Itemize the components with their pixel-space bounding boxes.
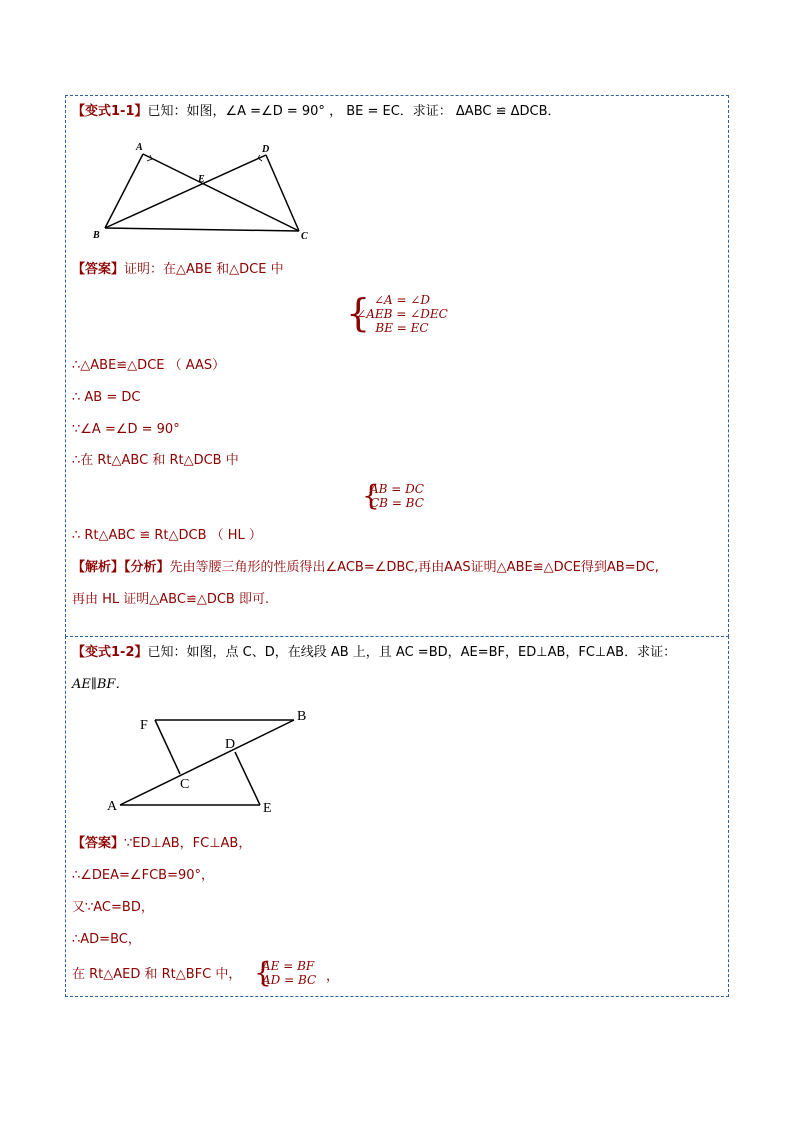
- answer-1-line-5: ∴ Rt△ABC ≌ Rt△DCB （ HL ）: [72, 528, 262, 543]
- label-F: F: [140, 718, 148, 733]
- label-A2: A: [107, 799, 118, 814]
- figure-2: [100, 702, 320, 818]
- answer-2-line-3: 又∵AC=BD，: [72, 900, 154, 915]
- problem-2-statement: [72, 645, 676, 661]
- equation-system-3: [254, 957, 326, 991]
- label-D2: D: [225, 737, 236, 752]
- problem-1-tag: 【变式1-1】: [72, 104, 148, 119]
- answer-1-line-2: ∴ AB = DC: [72, 390, 141, 405]
- label-C: C: [301, 231, 308, 242]
- answer-1-line-1: ∴△ABE≌△DCE （ AAS）: [72, 358, 226, 373]
- brace-2: {: [362, 479, 380, 512]
- problem-1-statement: [72, 104, 561, 120]
- figure-1: [88, 138, 320, 246]
- sys2-eq2: CB = BC: [370, 496, 424, 510]
- analysis-1-line-1: [72, 560, 659, 576]
- label-D: D: [262, 144, 270, 155]
- answer-2-line-5-suffix: ，: [326, 969, 340, 984]
- answer-2-line-1: [72, 836, 251, 852]
- sys1-eq2: ∠AEB = ∠DEC: [356, 307, 448, 321]
- sys3-eq2: AD = BC: [262, 973, 317, 987]
- answer-1-line-4: ∴在 Rt△ABC 和 Rt△DCB 中: [72, 453, 239, 468]
- sys3-eq1: AE = BF: [262, 959, 315, 973]
- brace-3: {: [254, 956, 272, 989]
- sys2-eq1: AB = DC: [370, 482, 424, 496]
- answer-2-line-5-prefix: 在 Rt△AED 和 Rt△BFC 中，: [72, 967, 242, 982]
- answer-1-tag: 【答案】: [72, 262, 125, 277]
- answer-2-line-2: ∴∠DEA=∠FCB=90°，: [72, 868, 214, 883]
- problem-2-tag: 【变式1-2】: [72, 645, 148, 660]
- answer-2-tag: 【答案】: [72, 836, 125, 851]
- answer-1-line-3: ∵∠A =∠D = 90°: [72, 422, 180, 437]
- label-C2: C: [180, 777, 190, 792]
- equation-system-1: [346, 291, 450, 339]
- sys1-eq1: ∠A = ∠D: [373, 293, 431, 307]
- label-B: B: [93, 230, 100, 241]
- label-B2: B: [297, 709, 307, 724]
- brace-1: {: [346, 291, 371, 335]
- equation-system-2: [362, 480, 434, 514]
- label-E2: E: [263, 801, 272, 816]
- label-E: E: [198, 174, 205, 185]
- sys1-eq3: BE = EC: [375, 321, 429, 335]
- answer-1-intro-line: [72, 262, 284, 278]
- answer-1-intro: 证明：在△ABE 和△DCE 中: [124, 262, 284, 277]
- answer-2-a1: ∵ED⊥AB，FC⊥AB，: [124, 836, 252, 851]
- problem-1-stem: 已知：如图，∠A =∠D = 90° ， BE = EC．求证： ΔABC ≌ ΔDCB．: [147, 104, 561, 119]
- label-A: A: [136, 142, 143, 153]
- problem-2-stem-1: 已知：如图，点 C、D，在线段 AB 上，且 AC =BD，AE=BF，ED⊥AB，FC⊥AB．求证：: [147, 645, 677, 660]
- analysis-1-text: 先由等腰三角形的性质得出∠ACB=∠DBC,再由AAS证明△ABE≌△DCE得到AB=DC,: [169, 560, 659, 575]
- analysis-1-tag: 【解析】【分析】: [72, 560, 170, 575]
- problem-2-stem-2: AE∥BF．: [72, 677, 129, 692]
- answer-2-line-4: ∴AD=BC，: [72, 932, 141, 947]
- analysis-1-line-2: 再由 HL 证明△ABC≌△DCB 即可.: [72, 592, 270, 607]
